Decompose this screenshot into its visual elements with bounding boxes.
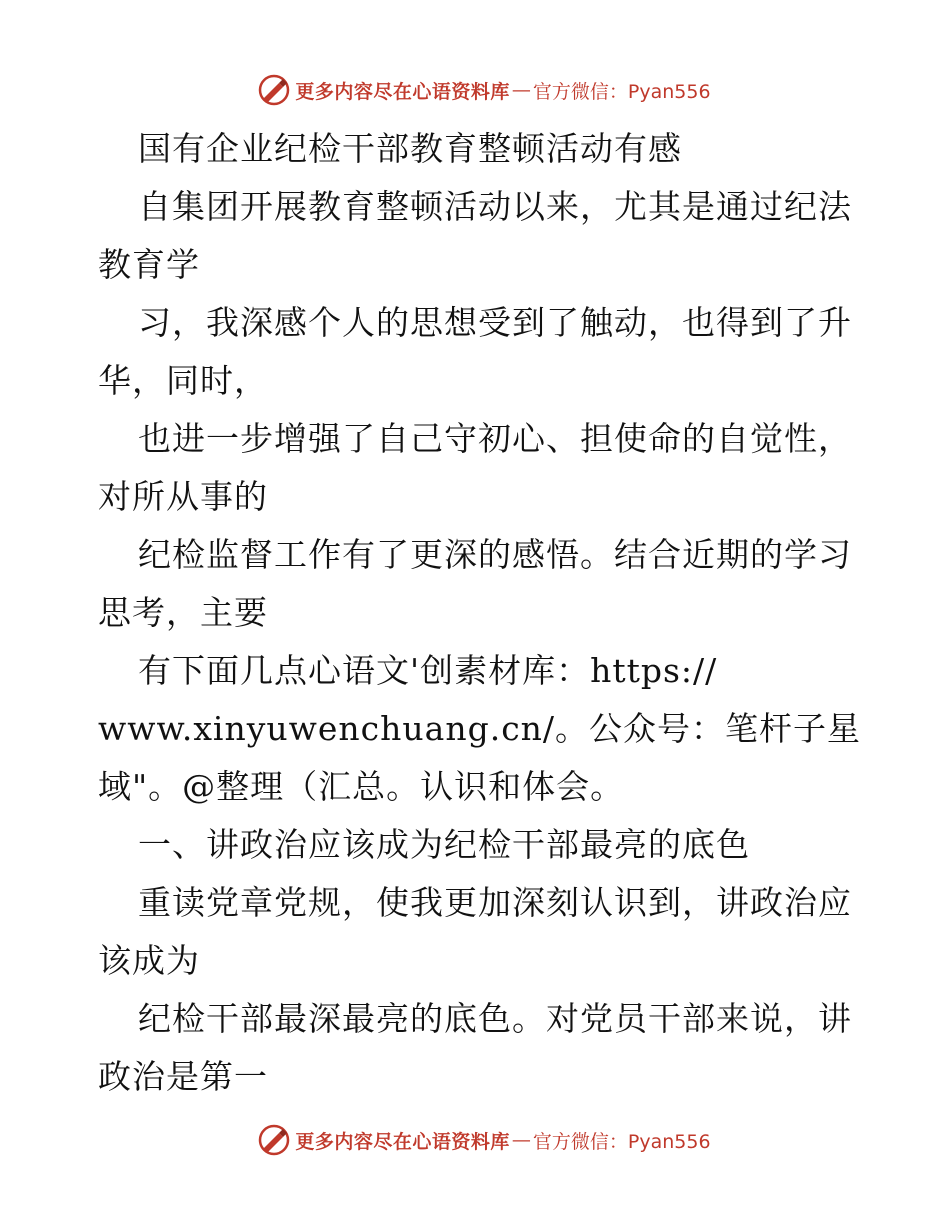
header-banner-inner <box>257 73 710 107</box>
header-banner-account: 官方微信：Pyan556 <box>532 80 711 103</box>
footer-banner-text: 更多内容尽在心语资料库 <box>295 1130 510 1153</box>
paragraph-line: 华，同时， <box>98 361 268 400</box>
header-banner-text: 更多内容尽在心语资料库 <box>295 80 510 103</box>
paragraph-line: 有下面几点心语文'创素材库：https:// <box>138 651 718 690</box>
footer-banner-account: 官方微信：Pyan556 <box>532 1130 711 1153</box>
section-heading: 一、讲政治应该成为纪检干部最亮的底色 <box>138 825 750 864</box>
paragraph-line: 重读党章党规，使我更加深刻认识到，讲政治应 <box>138 883 852 922</box>
paragraph-line: 思考，主要 <box>98 593 268 632</box>
paragraph-line: 习，我深感个人的思想受到了触动，也得到了升 <box>138 303 852 342</box>
paragraph-line: 纪检干部最深最亮的底色。对党员干部来说，讲 <box>138 999 852 1038</box>
footer-banner <box>0 1120 950 1160</box>
document-body <box>98 120 862 1106</box>
paragraph-line: 域"。@整理（汇总。认识和体会。 <box>98 767 625 806</box>
paragraph-line: 也进一步增强了自己守初心、担使命的自觉性， <box>138 419 852 458</box>
footer-banner-inner <box>257 1123 710 1157</box>
footer-banner-separator: — <box>511 1129 531 1151</box>
header-banner <box>0 70 950 110</box>
paragraph-line: 教育学 <box>98 245 200 284</box>
pen-logo-icon <box>257 1123 291 1157</box>
paragraph-line: www.xinyuwenchuang.cn/。公众号：笔杆子星 <box>98 709 862 748</box>
paragraph-line: 自集团开展教育整顿活动以来，尤其是通过纪法 <box>138 187 852 226</box>
paragraph-line: 纪检监督工作有了更深的感悟。结合近期的学习 <box>138 535 852 574</box>
header-banner-separator: — <box>511 79 531 101</box>
paragraph-line: 对所从事的 <box>98 477 268 516</box>
paragraph-line: 该成为 <box>98 941 200 980</box>
doc-title: 国有企业纪检干部教育整顿活动有感 <box>138 129 682 168</box>
paragraph-line: 政治是第一 <box>98 1057 268 1096</box>
pen-logo-icon <box>257 73 291 107</box>
